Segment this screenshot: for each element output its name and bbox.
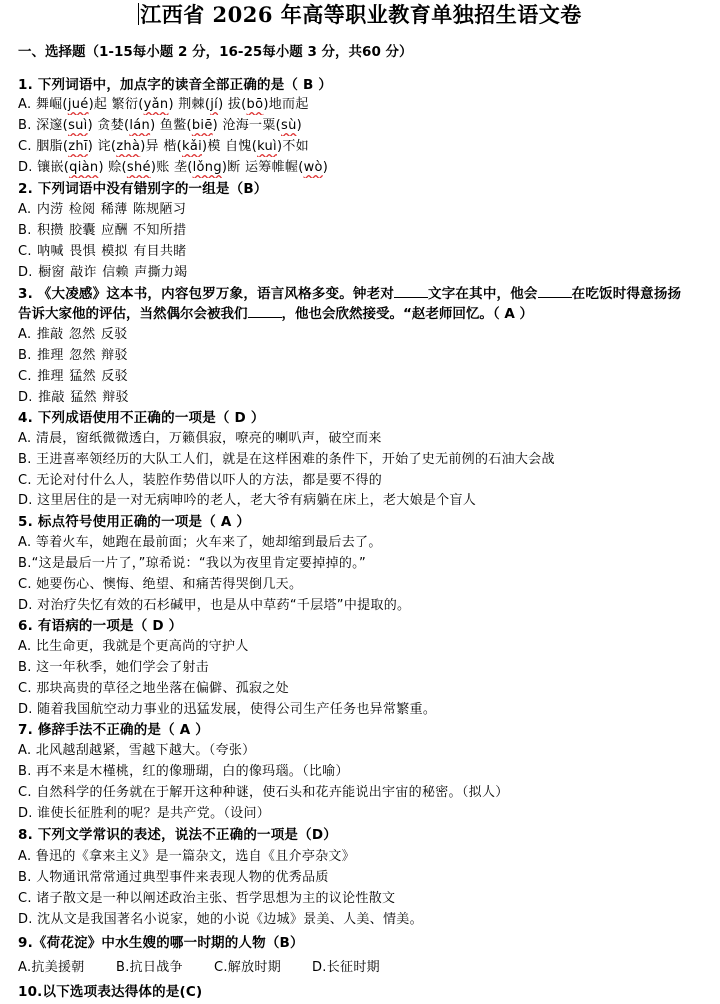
- question-3-option-a: A. 推敲 忽然 反驳: [18, 327, 128, 342]
- question-3-option-d: D. 推敲 猛然 辩驳: [18, 390, 129, 405]
- question-1-option-a: A. 舞崛(jué)起 繁衍(yǎn) 荆棘(jí) 拔(bō)地而起: [18, 97, 309, 112]
- question-9-option-b: B.抗日战争: [116, 960, 183, 975]
- blank-3: [248, 304, 282, 318]
- question-6-option-b: B. 这一年秋季，她们学会了射击: [18, 660, 209, 675]
- question-10-stem: 10.以下选项表达得体的是(C): [18, 984, 203, 1000]
- question-9-option-d: D.长征时期: [312, 960, 380, 975]
- question-9-options: [18, 958, 720, 978]
- question-4-option-b: B. 王进喜率领经历的大队工人们，就是在这样困难的条件下，开始了史无前例的石油大会战: [18, 452, 555, 467]
- question-7-option-a: A. 北风越刮越紧，雪越下越大。（夸张）: [18, 743, 256, 758]
- question-5-option-b: B.“这是最后一片了，”琼希说：“我以为夜里肯定要掉掉的。”: [18, 556, 366, 571]
- question-2-option-a: A. 内涝 检阅 稀薄 陈规陋习: [18, 202, 187, 217]
- question-2-option-d: D. 橱窗 敲诈 信赖 声撕力竭: [18, 265, 188, 280]
- question-2-stem: 2. 下列词语中没有错别字的一组是（B）: [18, 181, 268, 197]
- question-9-option-a: A.抗美援朝: [18, 960, 85, 975]
- question-9-option-c: C.解放时期: [214, 960, 282, 975]
- question-3-stem-continued: 告诉大家他的评估，当然偶尔会被我们 ，他也会欣然接受。“赵老师回忆。（ A ）: [18, 306, 533, 322]
- question-4-option-a: A. 清晨，窗纸微微透白，万籁俱寂，嘹亮的喇叭声，破空而来: [18, 431, 382, 446]
- question-5-option-c: C. 她要伤心、懊悔、绝望、和痛苦得哭倒几天。: [18, 577, 303, 592]
- question-7-option-b: B. 再不来是木槿桃，红的像珊瑚，白的像玛瑙。（比喻）: [18, 764, 349, 779]
- question-1-option-c: C. 胭脂(zhī) 诧(zhà)异 楷(kǎi)模 自愧(kuì)不如: [18, 139, 309, 154]
- exam-title: 江西省 2026 年高等职业教育单独招生语文卷: [140, 2, 582, 27]
- question-8-option-a: A. 鲁迅的《拿来主义》是一篇杂文，选自《且介亭杂文》: [18, 849, 356, 864]
- question-8-option-b: B. 人物通讯常常通过典型事件来表现人物的优秀品质: [18, 870, 329, 885]
- question-4-stem: 4. 下列成语使用不正确的一项是（ D ）: [18, 410, 265, 426]
- section-heading: 一、选择题（1-15每小题 2 分，16-25每小题 3 分，共60 分）: [18, 44, 413, 60]
- question-5-stem: 5. 标点符号使用正确的一项是（ A ）: [18, 514, 251, 530]
- blank-2: [538, 284, 572, 298]
- question-2-option-c: C. 呐喊 畏惧 模拟 有目共睹: [18, 244, 187, 259]
- blank-1: [394, 284, 428, 298]
- question-6-stem: 6. 有语病的一项是（ D ）: [18, 618, 183, 634]
- question-4-option-c: C. 无论对付什么人，装腔作势借以吓人的方法，都是要不得的: [18, 473, 383, 488]
- question-3-stem: 3. 《大凌感》这本书，内容包罗万象，语言风格多变。钟老对 文字在其中，他会 在吃饭时得意扬扬: [18, 286, 682, 302]
- question-1-stem: 1. 下列词语中，加点字的读音全部正确的是（ B ）: [18, 77, 333, 93]
- question-3-option-b: B. 推理 忽然 辩驳: [18, 348, 128, 363]
- question-1-option-b: B. 深邃(suì) 贪婪(lán) 鱼鳖(biē) 沧海一粟(sù): [18, 118, 303, 133]
- question-1-option-d: D. 镶嵌(qiàn) 赊(shé)账 垄(lǒng)断 运筹帷幄(wò): [18, 160, 329, 175]
- question-7-option-d: D. 谁使长征胜利的呢？是共产党。（设问）: [18, 806, 271, 821]
- question-3-option-c: C. 推理 猛然 反驳: [18, 369, 128, 384]
- question-8-option-c: C. 诸子散文是一种以阐述政治主张、哲学思想为主的议论性散文: [18, 891, 396, 906]
- question-8-stem: 8. 下列文学常识的表述，说法不正确的一项是（D）: [18, 827, 337, 843]
- question-6-option-c: C. 那块高贵的草径之地坐落在偏僻、孤寂之处: [18, 681, 289, 696]
- question-7-option-c: C. 自然科学的任务就在于解开这种种谜，使石头和花卉能说出宇宙的秘密。（拟人）: [18, 785, 509, 800]
- question-5-option-a: A. 等着火车，她跑在最前面；火车来了，她却缩到最后去了。: [18, 535, 382, 550]
- question-9-stem: 9.《荷花淀》中水生嫂的哪一时期的人物（B）: [18, 935, 304, 951]
- question-7-stem: 7. 修辞手法不正确的是（ A ）: [18, 722, 209, 738]
- question-6-option-d: D. 随着我国航空动力事业的迅猛发展，使得公司生产任务也异常繁重。: [18, 702, 437, 717]
- question-5-option-d: D. 对治疗失忆有效的石杉碱甲，也是从中草药“千层塔”中提取的。: [18, 598, 411, 613]
- question-8-option-d: D. 沈从文是我国著名小说家，她的小说《边城》景美、人美、情美。: [18, 912, 423, 927]
- question-2-option-b: B. 积攒 胶囊 应酬 不知所措: [18, 223, 187, 238]
- question-4-option-d: D. 这里居住的是一对无病呻吟的老人，老大爷有病躺在床上，老大娘是个盲人: [18, 493, 477, 508]
- question-6-option-a: A. 比生命更，我就是个更高尚的守护人: [18, 639, 249, 654]
